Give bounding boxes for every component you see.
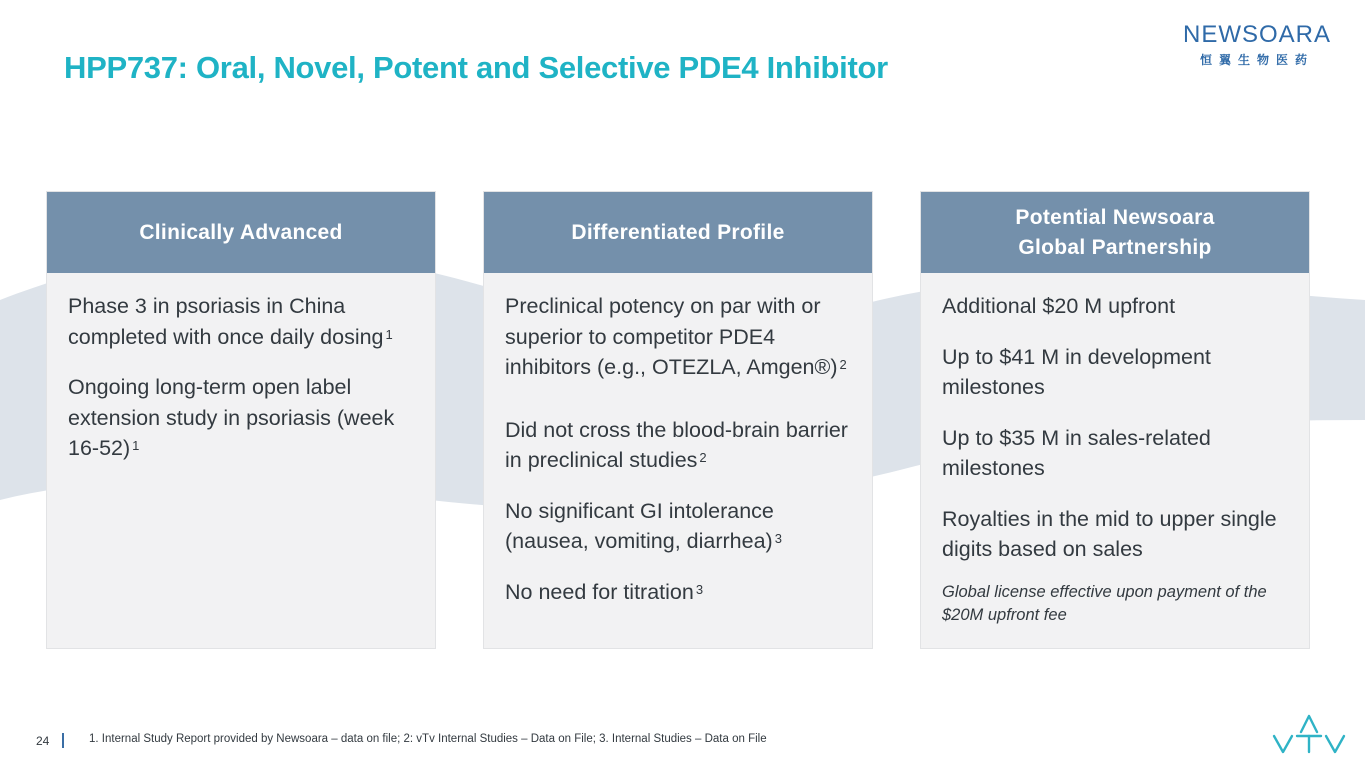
footnote-ref: 3: [695, 581, 704, 597]
list-item: No significant GI intolerance (nausea, vomiting, diarrhea) $^3$: [505, 498, 782, 553]
card-body: [484, 273, 872, 607]
list-item: Ongoing long-term open label extension study in psoriasis (week 16-52) $^1$: [68, 375, 395, 460]
card-clinically-advanced: [46, 191, 436, 649]
newsoara-logo: [1168, 22, 1346, 68]
list-item: Royalties in the mid to upper single digits based on sales: [942, 506, 1277, 561]
card-header: Clinically Advanced: [47, 192, 435, 273]
footnote-ref: 3: [774, 531, 782, 546]
page-title: HPP737: Oral, Novel, Potent and Selective PDE4 Inhibitor: [64, 50, 888, 85]
logo-wordmark: NEWSOARA: [1182, 21, 1331, 48]
card-differentiated-profile: [483, 191, 873, 649]
vtv-logo: [1272, 712, 1346, 754]
card-body: [921, 273, 1309, 627]
list-item: Up to $35 M in sales-related milestones: [942, 425, 1211, 480]
list-item: Did not cross the blood-brain barrier in preclinical studies $^2$: [505, 417, 848, 472]
list-item: Up to $41 M in development milestones: [942, 344, 1211, 399]
footnote-ref: 1: [385, 326, 393, 342]
footnote: 1. Internal Study Report provided by Newsoara – data on file; 2: vTv Internal Studies – Data on File; 3. Internal Studies – Data on File: [89, 733, 767, 745]
footnote-ref: 1: [132, 438, 140, 453]
logo-chinese: 恒翼生物医药: [1199, 53, 1314, 67]
footnote-ref: 2: [699, 450, 707, 465]
list-item: Preclinical potency on par with or superior to competitor PDE4 inhibitors (e.g., OTEZLA, Amgen®) $^2$: [505, 294, 847, 379]
card-header: Potential Newsoara Global Partnership: [921, 192, 1309, 273]
card-header: Differentiated Profile: [484, 192, 872, 273]
page-number: 24: [36, 734, 50, 748]
list-item: Additional $20 M upfront: [942, 294, 1176, 318]
license-note: Global license effective upon payment of the $20M upfront fee: [942, 582, 1267, 624]
page-divider: [62, 733, 64, 748]
list-item: Phase 3 in psoriasis in China completed with once daily dosing $^1$: [68, 294, 393, 349]
card-global-partnership: [920, 191, 1310, 649]
list-item: No need for titration $^3$: [505, 579, 704, 604]
footnote-ref: 2: [839, 357, 847, 372]
card-body: [47, 273, 435, 464]
